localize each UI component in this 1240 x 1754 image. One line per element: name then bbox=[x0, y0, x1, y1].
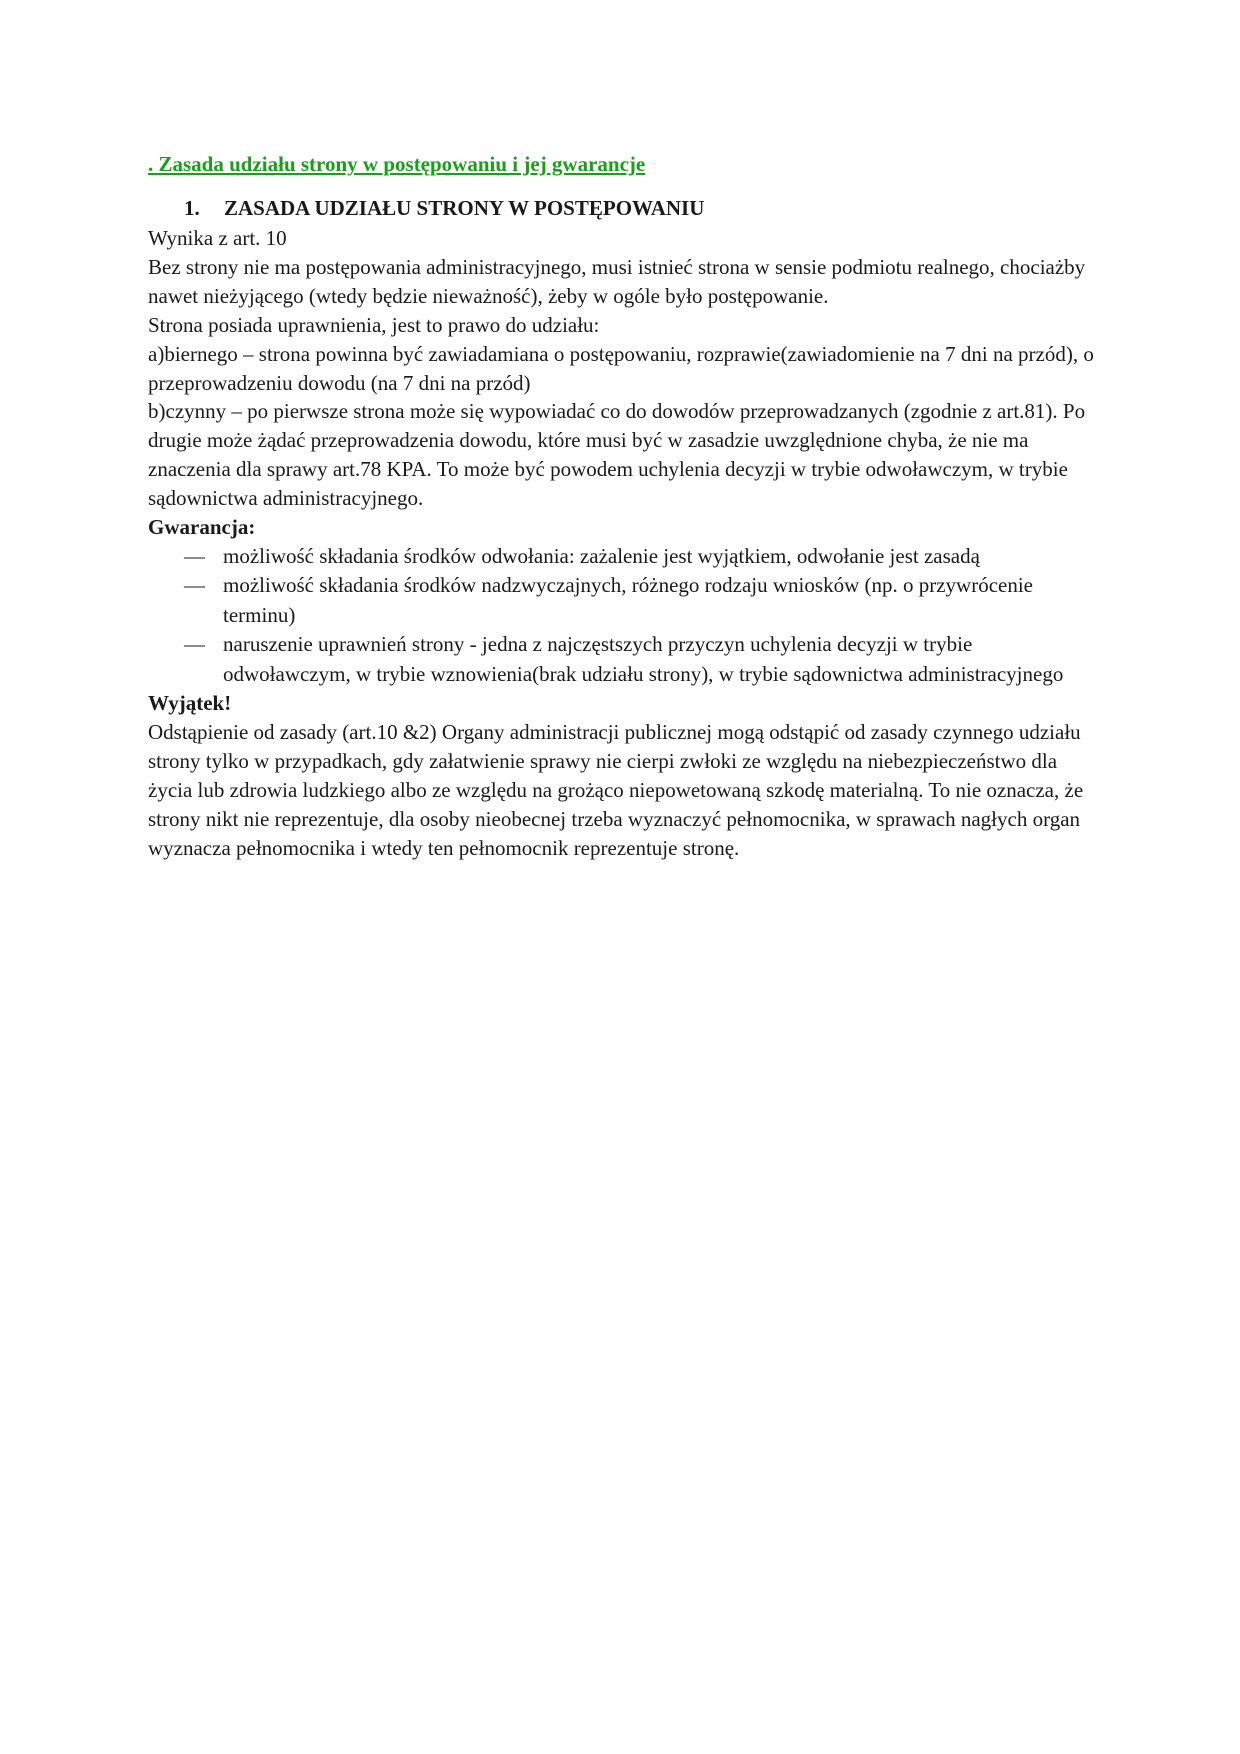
paragraph-active: b)czynny – po pierwsze strona może się wypowiadać co do dowodów przeprowadzanych (zgodnie z art.81). Po drugie może żądać przeprowadzenia dowodu, które musi być w zasadzie uwzględnione chyba, że nie ma znaczenia dla sprawy art.78 KPA. To może być powodem uchylenia decyzji w trybie odwoławczym, w trybie sądownictwa administracyjnego. bbox=[148, 399, 1086, 511]
list-item-text: możliwość składania środków odwołania: zażalenie jest wyjątkiem, odwołanie jest zasadą bbox=[223, 543, 980, 568]
paragraph-exception: Odstąpienie od zasady (art.10 &2) Organy administracji publicznej mogą odstąpić od zasady czynnego udziału strony tylko w przypadkach, gdy załatwienie sprawy nie cierpi zwłoki ze względu na niebezpieczeństwo dla życia lub zdrowia ludzkiego albo ze względu na grożąco niepowetowaną szkodę materialną. To nie oznacza, że strony nikt nie reprezentuje, dla osoby nieobecnej trzeba wyznaczyć pełnomocnika, w sprawach nagłych organ wyznacza pełnomocnika i wtedy ten pełnomocnik reprezentuje stronę. bbox=[148, 720, 1084, 860]
document-title: . Zasada udziału strony w postępowaniu i jej gwarancje bbox=[148, 152, 646, 176]
list-item-text: naruszenie uprawnień strony - jedna z najczęstszych przyczyn uchylenia decyzji w trybie odwoławczym, w trybie wznowienia(brak udziału strony), w trybie sądownictwa administracyjnego bbox=[223, 632, 1064, 686]
exception-heading: Wyjątek! bbox=[148, 691, 232, 716]
section-heading bbox=[148, 192, 1098, 224]
list-item bbox=[148, 571, 1098, 630]
list-item-text: możliwość składania środków nadzwyczajnych, różnego rodzaju wniosków (np. o przywrócenie terminu) bbox=[223, 573, 1033, 627]
guarantees-heading: Gwarancja: bbox=[148, 515, 256, 540]
list-marker: — bbox=[184, 543, 205, 568]
paragraph-rights: Strona posiada uprawnienia, jest to prawo do udziału: bbox=[148, 312, 600, 337]
guarantees-list bbox=[148, 542, 1098, 690]
list-marker: — bbox=[184, 632, 205, 657]
section-heading-text: ZASADA UDZIAŁU STRONY W POSTĘPOWANIU bbox=[224, 196, 705, 220]
list-marker: — bbox=[184, 573, 205, 598]
document-page bbox=[148, 148, 1098, 863]
list-item bbox=[148, 630, 1098, 689]
paragraph-no-party: Bez strony nie ma postępowania administracyjnego, musi istnieć strona w sensie podmiotu realnego, chociażby nawet nieżyjącego (wtedy będzie nieważność), żeby w ogóle było postępowanie. bbox=[148, 254, 1086, 308]
paragraph-source: Wynika z art. 10 bbox=[148, 226, 287, 250]
section-number: 1. bbox=[184, 196, 200, 220]
list-item bbox=[148, 542, 1098, 572]
paragraph-passive: a)biernego – strona powinna być zawiadamiana o postępowaniu, rozprawie(zawiadomienie na 7 dni na przód), o przeprowadzeniu dowodu (na 7 dni na przód) bbox=[148, 341, 1094, 395]
